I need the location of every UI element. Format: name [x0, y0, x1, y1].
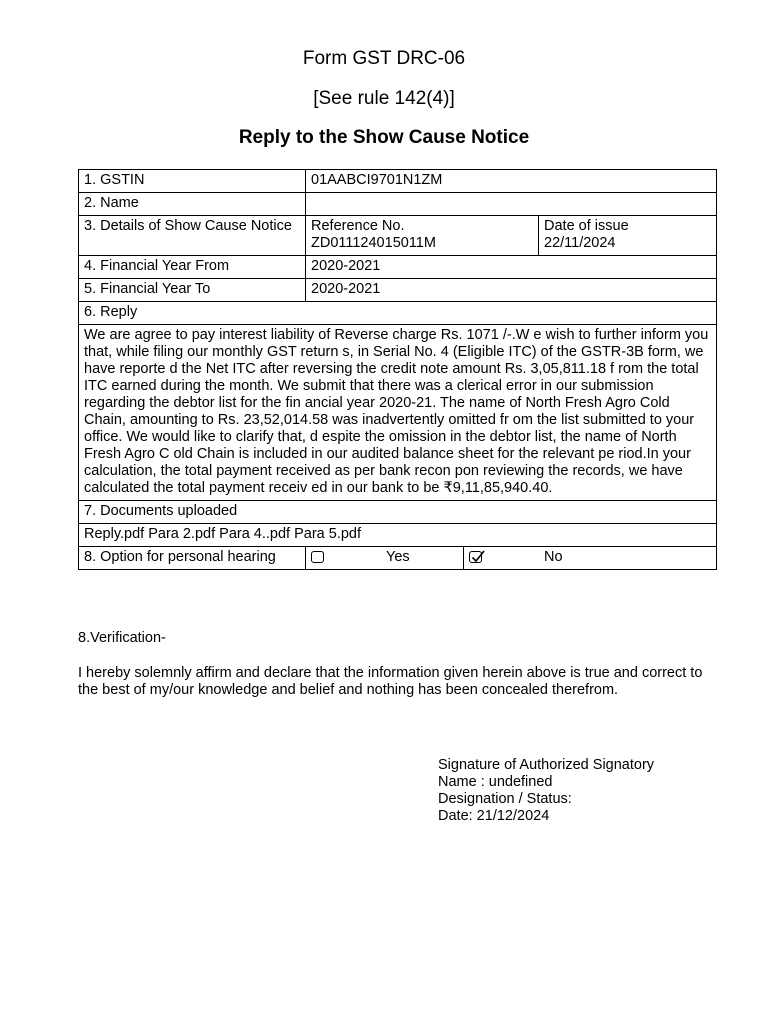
fy-to-row	[79, 279, 717, 302]
reply-label: 6. Reply	[79, 302, 717, 325]
yes-checkbox[interactable]	[311, 551, 324, 563]
fy-to-value: 2020-2021	[306, 279, 717, 302]
reference-label: Reference No.	[311, 218, 405, 234]
name-label: 2. Name	[79, 193, 306, 216]
reference-value: ZD011124015011M	[311, 235, 436, 251]
gstin-row	[79, 170, 717, 193]
date-cell	[539, 216, 717, 256]
date-value: 22/11/2024	[544, 235, 616, 251]
documents-label: 7. Documents uploaded	[79, 501, 717, 524]
date-label: Date of issue	[544, 218, 629, 234]
fy-from-value: 2020-2021	[306, 256, 717, 279]
no-label: No	[544, 549, 563, 565]
fy-to-label: 5. Financial Year To	[79, 279, 306, 302]
scn-row	[79, 216, 717, 256]
gstin-value: 01AABCI9701N1ZM	[306, 170, 717, 193]
verification-heading: 8.Verification-	[78, 630, 166, 646]
form-subtitle: Reply to the Show Cause Notice	[238, 127, 530, 148]
verification-text: I hereby solemnly affirm and declare that the information given herein above is true and correct to the best of my/our knowledge and belief and nothing has been concealed therefrom.	[78, 665, 703, 698]
docs-value-row	[79, 524, 717, 547]
reply-label-row	[79, 302, 717, 325]
fy-from-label: 4. Financial Year From	[79, 256, 306, 279]
docs-label-row	[79, 501, 717, 524]
fy-from-row	[79, 256, 717, 279]
hearing-label: 8. Option for personal hearing	[79, 547, 306, 570]
hearing-row	[79, 547, 717, 570]
form-title: Form GST DRC-06	[302, 48, 466, 69]
signatory-name: Name : undefined	[438, 774, 553, 790]
hearing-yes-option[interactable]	[306, 547, 464, 570]
reference-cell	[306, 216, 539, 256]
reply-text-row	[79, 325, 717, 501]
signature-title: Signature of Authorized Signatory	[438, 757, 655, 773]
signatory-designation: Designation / Status:	[438, 791, 572, 807]
scn-label: 3. Details of Show Cause Notice	[79, 216, 306, 256]
signature-date: Date: 21/12/2024	[438, 808, 550, 824]
hearing-no-option[interactable]	[464, 547, 717, 570]
reply-form-table	[78, 169, 717, 570]
gstin-label: 1. GSTIN	[79, 170, 306, 193]
checkmark-icon	[470, 549, 486, 565]
name-row	[79, 193, 717, 216]
rule-reference: [See rule 142(4)]	[313, 88, 455, 109]
documents-list[interactable]: Reply.pdf Para 2.pdf Para 4..pdf Para 5.pdf	[79, 524, 717, 547]
no-checkbox[interactable]	[469, 551, 482, 563]
reply-text: We are agree to pay interest liability of Reverse charge Rs. 1071 /-.W e wish to further inform you that, while filing our monthly GST return s, in Serial No. 4 (Eligible ITC) of the GSTR-3B form, we have reporte d the Net ITC after reversing the credit note amount Rs. 3,05,811.18 f rom the total ITC earned during the month. We submit that there was a clerical error in our submission regarding the debtor list for the fin ancial year 2020-21. The name of North Fresh Agro Cold Chain, amounting to Rs. 23,52,014.58 was inadvertently omitted fr om the list submitted to your office. We would like to clarify that, d espite the omission in the debtor list, the name of North Fresh Agro C old Chain is included in our audited balance sheet for the relevant pe riod.In your calculation, the total payment received as per bank recon pon reviewing the records, we have calculated the total payment receiv ed in our bank to be ₹9,11,85,940.40.	[79, 325, 717, 501]
yes-label: Yes	[386, 549, 410, 565]
signature-block	[438, 757, 654, 825]
name-value	[306, 193, 717, 216]
